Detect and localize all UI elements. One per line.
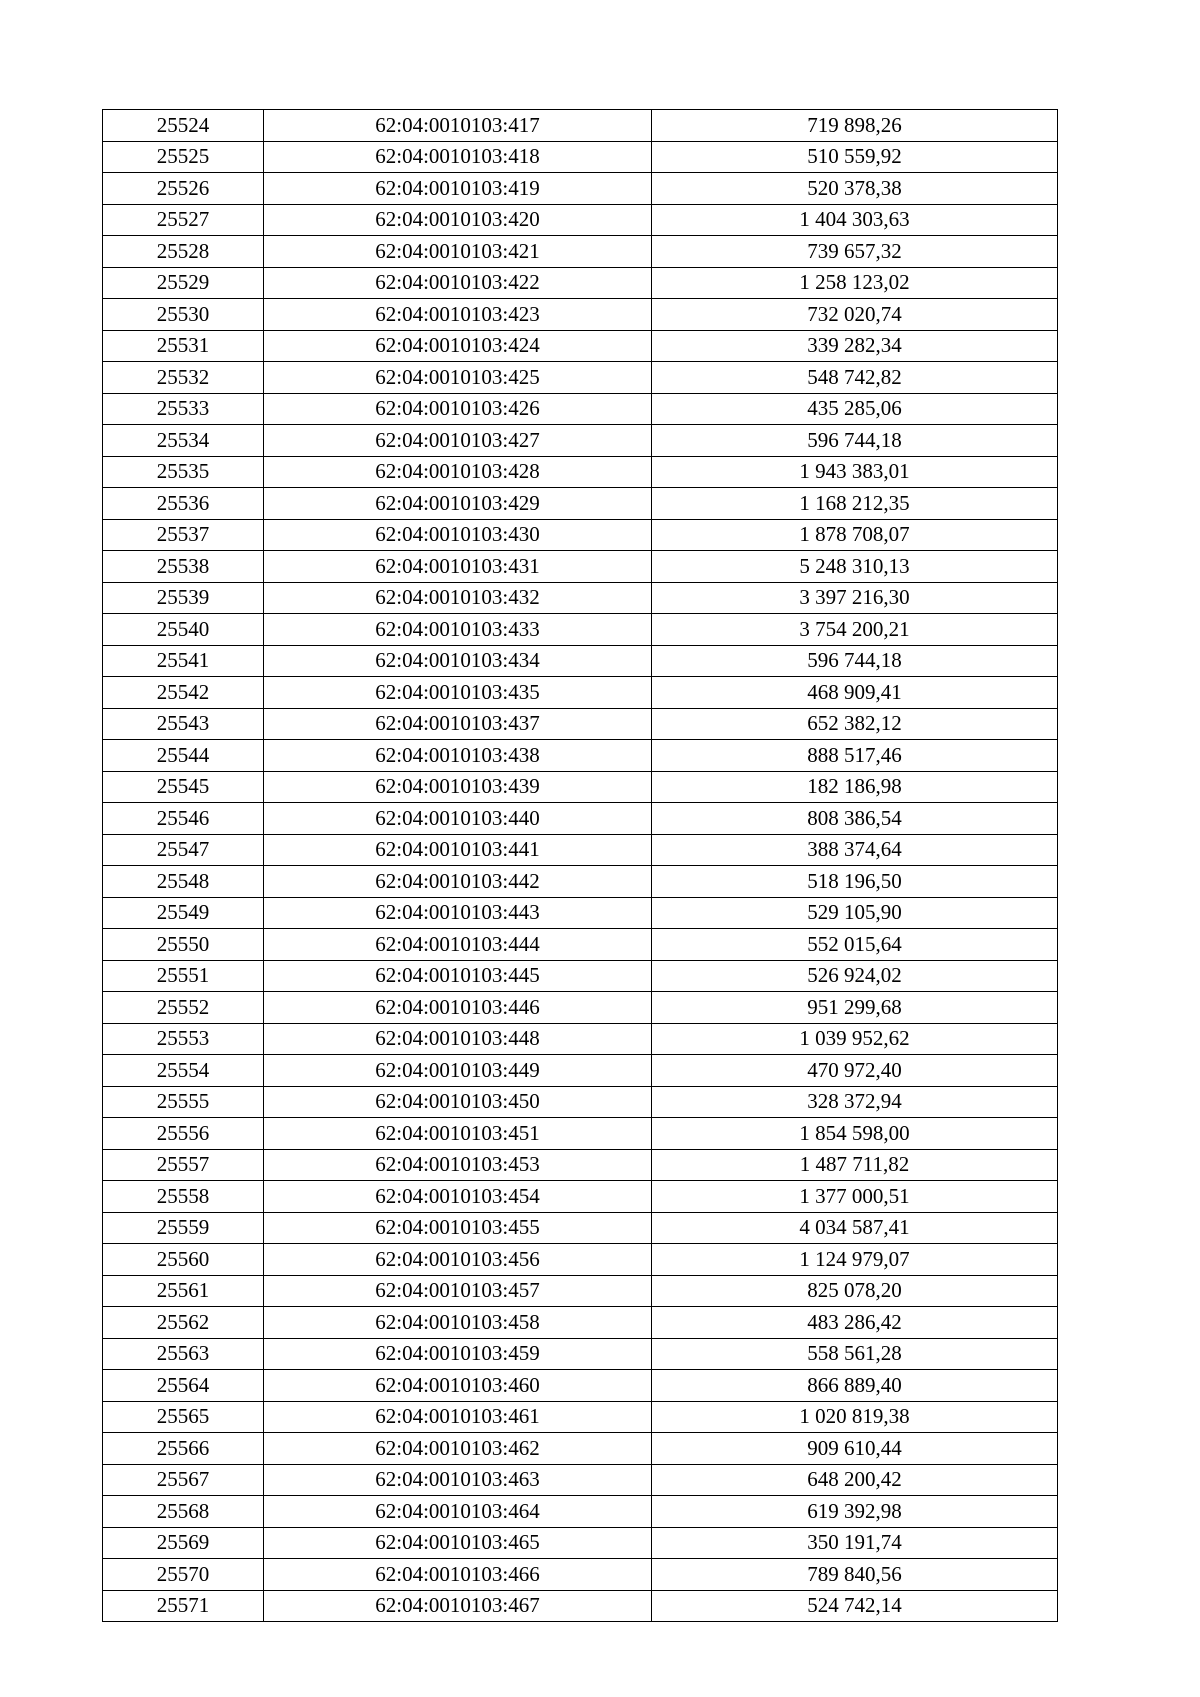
table-row [103,1307,1058,1339]
row-number-cell: 25551 [103,960,264,992]
row-number-cell: 25554 [103,1055,264,1087]
cadastral-value-cell: 1 020 819,38 [652,1401,1058,1433]
table-row [103,236,1058,268]
cadastral-value-cell: 596 744,18 [652,425,1058,457]
cadastral-number-cell: 62:04:0010103:464 [264,1496,652,1528]
cadastral-value-cell: 388 374,64 [652,834,1058,866]
table-row [103,299,1058,331]
table-row [103,551,1058,583]
table-row [103,960,1058,992]
table-row [103,771,1058,803]
table-row [103,1496,1058,1528]
cadastral-value-cell: 468 909,41 [652,677,1058,709]
cadastral-value-cell: 596 744,18 [652,645,1058,677]
table-row [103,1181,1058,1213]
table-row [103,897,1058,929]
table-row [103,141,1058,173]
cadastral-value-cell: 1 377 000,51 [652,1181,1058,1213]
cadastral-value-cell: 548 742,82 [652,362,1058,394]
cadastral-value-cell: 1 168 212,35 [652,488,1058,520]
row-number-cell: 25547 [103,834,264,866]
cadastral-value-cell: 1 404 303,63 [652,204,1058,236]
table-row [103,1244,1058,1276]
cadastral-value-cell: 951 299,68 [652,992,1058,1024]
cadastral-number-cell: 62:04:0010103:466 [264,1559,652,1591]
cadastral-value-cell: 4 034 587,41 [652,1212,1058,1244]
cadastral-number-cell: 62:04:0010103:426 [264,393,652,425]
row-number-cell: 25564 [103,1370,264,1402]
row-number-cell: 25524 [103,110,264,142]
table-row [103,425,1058,457]
row-number-cell: 25560 [103,1244,264,1276]
table-row [103,740,1058,772]
cadastral-number-cell: 62:04:0010103:445 [264,960,652,992]
row-number-cell: 25558 [103,1181,264,1213]
cadastral-value-cell: 619 392,98 [652,1496,1058,1528]
cadastral-number-cell: 62:04:0010103:446 [264,992,652,1024]
cadastral-value-cell: 1 854 598,00 [652,1118,1058,1150]
row-number-cell: 25555 [103,1086,264,1118]
row-number-cell: 25539 [103,582,264,614]
cadastral-number-cell: 62:04:0010103:431 [264,551,652,583]
cadastral-number-cell: 62:04:0010103:428 [264,456,652,488]
table-row [103,1023,1058,1055]
cadastral-number-cell: 62:04:0010103:453 [264,1149,652,1181]
row-number-cell: 25525 [103,141,264,173]
cadastral-value-cell: 1 878 708,07 [652,519,1058,551]
row-number-cell: 25543 [103,708,264,740]
cadastral-number-cell: 62:04:0010103:439 [264,771,652,803]
cadastral-number-cell: 62:04:0010103:441 [264,834,652,866]
cadastral-number-cell: 62:04:0010103:424 [264,330,652,362]
cadastral-number-cell: 62:04:0010103:449 [264,1055,652,1087]
row-number-cell: 25535 [103,456,264,488]
cadastral-number-cell: 62:04:0010103:458 [264,1307,652,1339]
row-number-cell: 25568 [103,1496,264,1528]
row-number-cell: 25546 [103,803,264,835]
row-number-cell: 25567 [103,1464,264,1496]
row-number-cell: 25544 [103,740,264,772]
cadastral-number-cell: 62:04:0010103:440 [264,803,652,835]
row-number-cell: 25550 [103,929,264,961]
cadastral-value-cell: 529 105,90 [652,897,1058,929]
cadastral-number-cell: 62:04:0010103:429 [264,488,652,520]
cadastral-number-cell: 62:04:0010103:433 [264,614,652,646]
cadastral-value-cell: 719 898,26 [652,110,1058,142]
cadastral-number-cell: 62:04:0010103:442 [264,866,652,898]
row-number-cell: 25557 [103,1149,264,1181]
cadastral-value-cell: 866 889,40 [652,1370,1058,1402]
cadastral-value-cell: 825 078,20 [652,1275,1058,1307]
cadastral-value-cell: 435 285,06 [652,393,1058,425]
cadastral-number-cell: 62:04:0010103:460 [264,1370,652,1402]
cadastral-value-cell: 1 943 383,01 [652,456,1058,488]
cadastral-number-cell: 62:04:0010103:425 [264,362,652,394]
row-number-cell: 25559 [103,1212,264,1244]
cadastral-value-cell: 350 191,74 [652,1527,1058,1559]
cadastral-value-cell: 3 397 216,30 [652,582,1058,614]
row-number-cell: 25537 [103,519,264,551]
cadastral-value-cell: 1 487 711,82 [652,1149,1058,1181]
row-number-cell: 25571 [103,1590,264,1622]
row-number-cell: 25541 [103,645,264,677]
cadastral-number-cell: 62:04:0010103:437 [264,708,652,740]
cadastral-value-cell: 518 196,50 [652,866,1058,898]
row-number-cell: 25561 [103,1275,264,1307]
row-number-cell: 25549 [103,897,264,929]
row-number-cell: 25529 [103,267,264,299]
row-number-cell: 25532 [103,362,264,394]
table-row [103,1433,1058,1465]
cadastral-number-cell: 62:04:0010103:418 [264,141,652,173]
row-number-cell: 25536 [103,488,264,520]
row-number-cell: 25552 [103,992,264,1024]
cadastral-value-cell: 524 742,14 [652,1590,1058,1622]
cadastral-number-cell: 62:04:0010103:456 [264,1244,652,1276]
cadastral-number-cell: 62:04:0010103:443 [264,897,652,929]
table-row [103,110,1058,142]
table-row [103,456,1058,488]
table-row [103,645,1058,677]
cadastral-value-cell: 739 657,32 [652,236,1058,268]
cadastral-number-cell: 62:04:0010103:457 [264,1275,652,1307]
cadastral-number-cell: 62:04:0010103:430 [264,519,652,551]
cadastral-value-cell: 789 840,56 [652,1559,1058,1591]
table-row [103,1527,1058,1559]
row-number-cell: 25527 [103,204,264,236]
cadastral-value-cell: 470 972,40 [652,1055,1058,1087]
row-number-cell: 25570 [103,1559,264,1591]
row-number-cell: 25542 [103,677,264,709]
row-number-cell: 25533 [103,393,264,425]
row-number-cell: 25553 [103,1023,264,1055]
cadastral-number-cell: 62:04:0010103:423 [264,299,652,331]
cadastral-value-cell: 520 378,38 [652,173,1058,205]
table-row [103,803,1058,835]
table-row [103,677,1058,709]
row-number-cell: 25545 [103,771,264,803]
cadastral-value-cell: 732 020,74 [652,299,1058,331]
row-number-cell: 25538 [103,551,264,583]
table-row [103,1370,1058,1402]
cadastral-value-cell: 483 286,42 [652,1307,1058,1339]
table-row [103,1149,1058,1181]
table-row [103,488,1058,520]
row-number-cell: 25531 [103,330,264,362]
cadastral-number-cell: 62:04:0010103:419 [264,173,652,205]
cadastral-number-cell: 62:04:0010103:459 [264,1338,652,1370]
cadastral-number-cell: 62:04:0010103:432 [264,582,652,614]
row-number-cell: 25569 [103,1527,264,1559]
row-number-cell: 25562 [103,1307,264,1339]
cadastral-number-cell: 62:04:0010103:451 [264,1118,652,1150]
table-row [103,708,1058,740]
table-row [103,204,1058,236]
table-row [103,992,1058,1024]
table-row [103,1055,1058,1087]
cadastral-number-cell: 62:04:0010103:434 [264,645,652,677]
cadastral-value-cell: 3 754 200,21 [652,614,1058,646]
table-row [103,1338,1058,1370]
table-row [103,173,1058,205]
cadastral-value-cell: 328 372,94 [652,1086,1058,1118]
cadastral-value-cell: 510 559,92 [652,141,1058,173]
cadastral-value-cell: 339 282,34 [652,330,1058,362]
table-row [103,834,1058,866]
cadastral-number-cell: 62:04:0010103:420 [264,204,652,236]
table-row [103,1464,1058,1496]
cadastral-value-cell: 888 517,46 [652,740,1058,772]
cadastral-value-cell: 1 039 952,62 [652,1023,1058,1055]
table-row [103,1590,1058,1622]
table-row [103,866,1058,898]
cadastral-number-cell: 62:04:0010103:438 [264,740,652,772]
row-number-cell: 25534 [103,425,264,457]
cadastral-value-cell: 5 248 310,13 [652,551,1058,583]
row-number-cell: 25563 [103,1338,264,1370]
cadastral-number-cell: 62:04:0010103:444 [264,929,652,961]
table-row [103,330,1058,362]
cadastral-value-cell: 808 386,54 [652,803,1058,835]
cadastral-number-cell: 62:04:0010103:421 [264,236,652,268]
cadastral-number-cell: 62:04:0010103:455 [264,1212,652,1244]
cadastral-value-cell: 526 924,02 [652,960,1058,992]
table-row [103,929,1058,961]
cadastral-number-cell: 62:04:0010103:454 [264,1181,652,1213]
table-row [103,362,1058,394]
table-row [103,1559,1058,1591]
table-row [103,1086,1058,1118]
cadastral-value-cell: 558 561,28 [652,1338,1058,1370]
table-body [103,110,1058,1622]
cadastral-number-cell: 62:04:0010103:467 [264,1590,652,1622]
cadastral-value-table [102,109,1058,1622]
table-row [103,614,1058,646]
table-row [103,1275,1058,1307]
cadastral-value-cell: 652 382,12 [652,708,1058,740]
table-row [103,582,1058,614]
cadastral-number-cell: 62:04:0010103:427 [264,425,652,457]
row-number-cell: 25565 [103,1401,264,1433]
row-number-cell: 25528 [103,236,264,268]
cadastral-value-cell: 1 258 123,02 [652,267,1058,299]
cadastral-number-cell: 62:04:0010103:422 [264,267,652,299]
cadastral-number-cell: 62:04:0010103:435 [264,677,652,709]
row-number-cell: 25540 [103,614,264,646]
table-row [103,393,1058,425]
cadastral-value-cell: 909 610,44 [652,1433,1058,1465]
cadastral-number-cell: 62:04:0010103:417 [264,110,652,142]
cadastral-number-cell: 62:04:0010103:463 [264,1464,652,1496]
table-row [103,519,1058,551]
row-number-cell: 25526 [103,173,264,205]
row-number-cell: 25566 [103,1433,264,1465]
cadastral-number-cell: 62:04:0010103:450 [264,1086,652,1118]
cadastral-value-cell: 182 186,98 [652,771,1058,803]
table-row [103,267,1058,299]
cadastral-value-cell: 552 015,64 [652,929,1058,961]
cadastral-number-cell: 62:04:0010103:465 [264,1527,652,1559]
cadastral-number-cell: 62:04:0010103:462 [264,1433,652,1465]
row-number-cell: 25556 [103,1118,264,1150]
row-number-cell: 25548 [103,866,264,898]
cadastral-value-cell: 1 124 979,07 [652,1244,1058,1276]
table-row [103,1212,1058,1244]
row-number-cell: 25530 [103,299,264,331]
cadastral-value-cell: 648 200,42 [652,1464,1058,1496]
cadastral-number-cell: 62:04:0010103:461 [264,1401,652,1433]
table-row [103,1118,1058,1150]
table-row [103,1401,1058,1433]
cadastral-number-cell: 62:04:0010103:448 [264,1023,652,1055]
